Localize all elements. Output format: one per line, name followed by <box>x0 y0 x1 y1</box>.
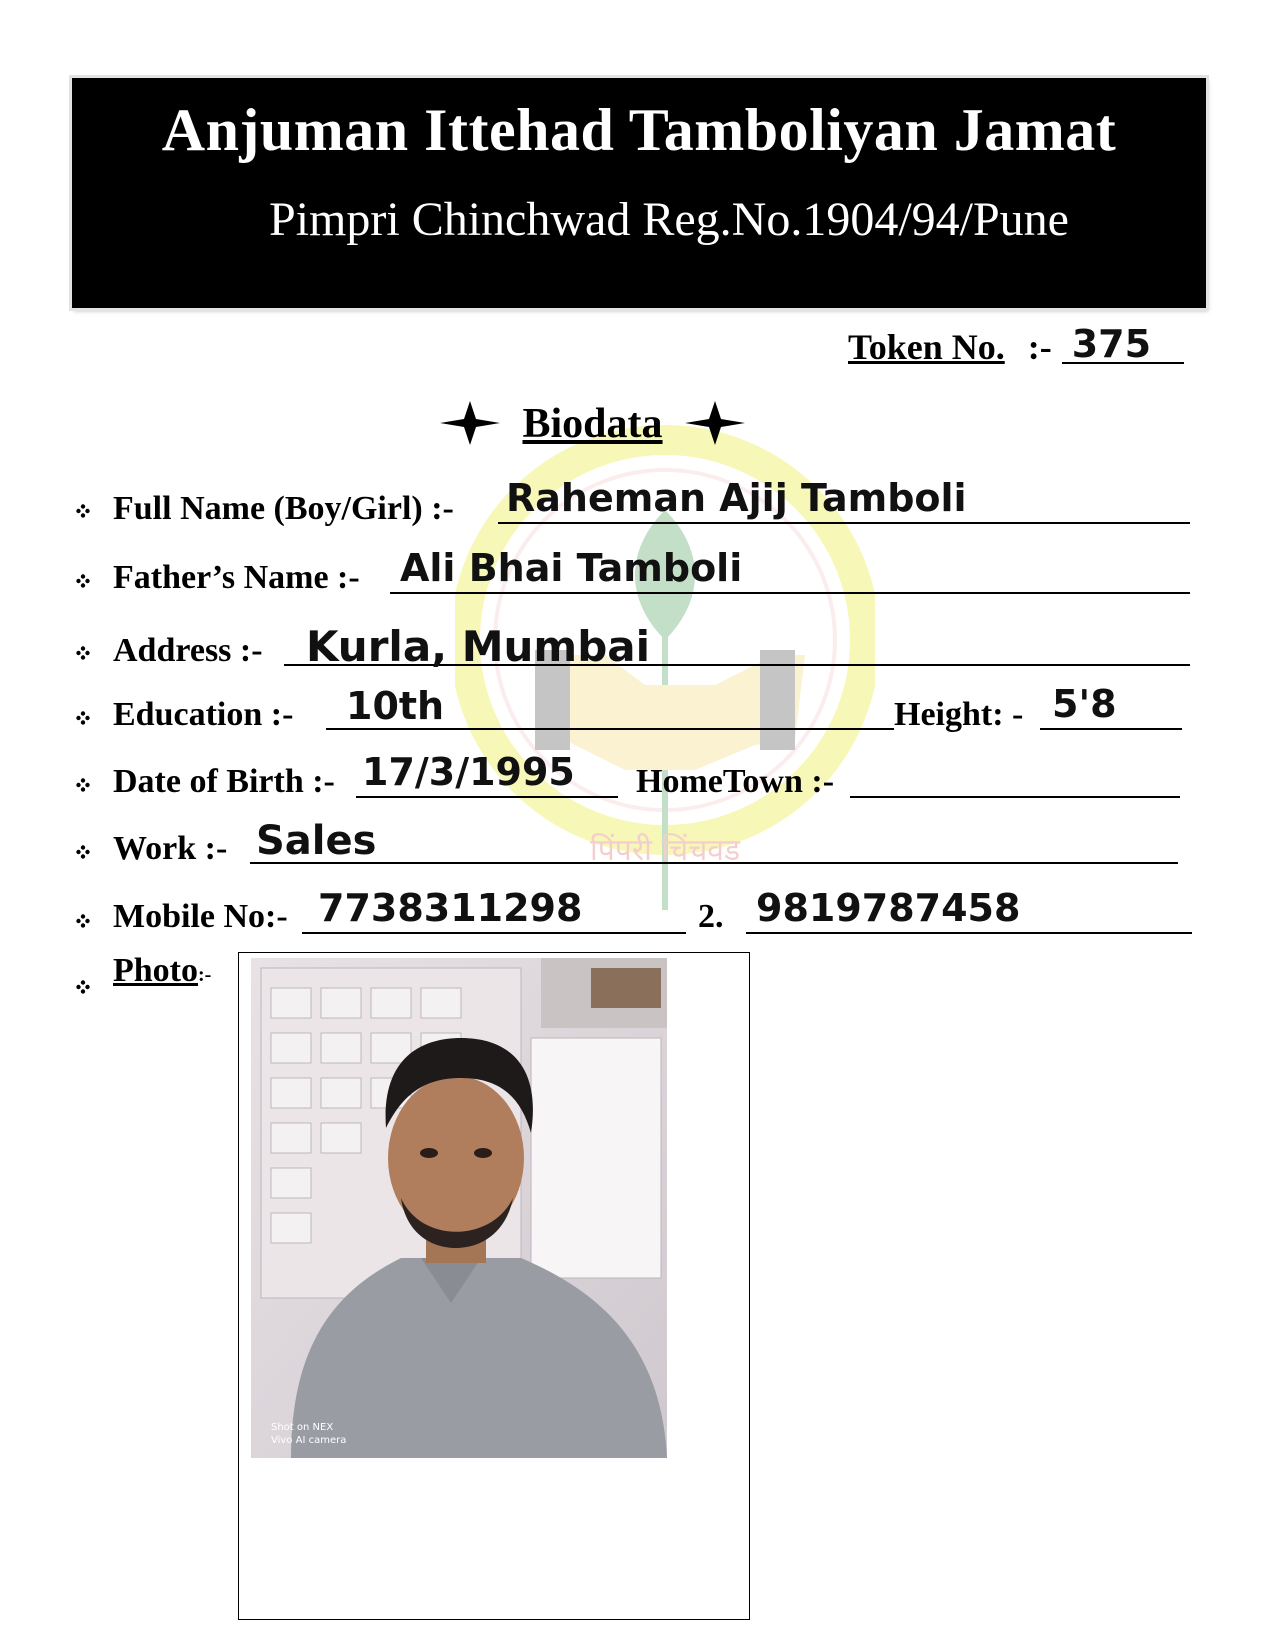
mobile-label: Mobile No:- <box>113 898 288 935</box>
token-value: 375 <box>1062 326 1184 364</box>
education-label: Education :- <box>113 696 294 733</box>
work-label: Work :- <box>113 830 228 867</box>
watermark-bottom-text: पिंपरी चिंचवड <box>589 833 741 868</box>
mobile2-line <box>746 932 1192 934</box>
mobile2-label: 2. <box>698 898 724 935</box>
dob-label: Date of Birth :- <box>113 763 335 800</box>
photo-label-sep: :- <box>198 964 212 986</box>
organization-name: Anjuman Ittehad Tamboliyan Jamat <box>161 97 1117 163</box>
biodata-title-row <box>440 400 745 448</box>
mobile2-value[interactable]: 9819787458 <box>756 886 1021 930</box>
father-name-value[interactable]: Ali Bhai Tamboli <box>400 546 743 590</box>
bullet-icon <box>76 778 90 792</box>
address-label: Address :- <box>113 632 263 669</box>
profile-photo <box>251 958 667 1458</box>
bullet-icon <box>76 980 90 994</box>
star-icon <box>685 401 745 445</box>
father-name-line <box>390 592 1190 594</box>
organization-registration: Pimpri Chinchwad Reg.No.1904/94/Pune <box>269 193 1069 246</box>
address-value[interactable]: Kurla, Mumbai <box>306 622 650 671</box>
photo-frame <box>238 952 750 1620</box>
father-name-label: Father’s Name :- <box>113 559 360 596</box>
mobile-value[interactable]: 7738311298 <box>318 886 583 930</box>
hometown-label: HomeTown :- <box>636 763 835 800</box>
hometown-line <box>850 796 1180 798</box>
work-value[interactable]: Sales <box>256 818 377 864</box>
education-line <box>326 728 894 730</box>
dob-line <box>356 796 618 798</box>
bullet-icon <box>76 914 90 928</box>
dob-value[interactable]: 17/3/1995 <box>362 750 575 794</box>
star-icon <box>440 401 500 445</box>
bullet-icon <box>76 711 90 725</box>
header-banner <box>72 78 1206 308</box>
photo-label <box>113 952 211 990</box>
token-number <box>848 322 1152 368</box>
token-label: Token No. <box>848 327 1005 367</box>
photo-caption-line2: Vivo AI camera <box>271 1435 347 1446</box>
education-value[interactable]: 10th <box>346 684 445 728</box>
bullet-icon <box>76 574 90 588</box>
bullet-icon <box>76 646 90 660</box>
page-title: Biodata <box>522 401 663 447</box>
work-line <box>250 862 1178 864</box>
full-name-value[interactable]: Raheman Ajij Tamboli <box>506 476 967 520</box>
photo-caption-line1: Shot on NEX <box>271 1422 334 1433</box>
height-line <box>1040 728 1182 730</box>
full-name-line <box>498 522 1190 524</box>
mobile-line <box>302 932 686 934</box>
bullet-icon <box>76 845 90 859</box>
photo-label-text: Photo <box>113 952 198 989</box>
bullet-icon <box>76 504 90 518</box>
token-separator: :- <box>1027 327 1052 367</box>
height-value[interactable]: 5'8 <box>1052 682 1117 726</box>
height-label: Height: - <box>894 696 1024 733</box>
full-name-label: Full Name (Boy/Girl) :- <box>113 490 454 527</box>
